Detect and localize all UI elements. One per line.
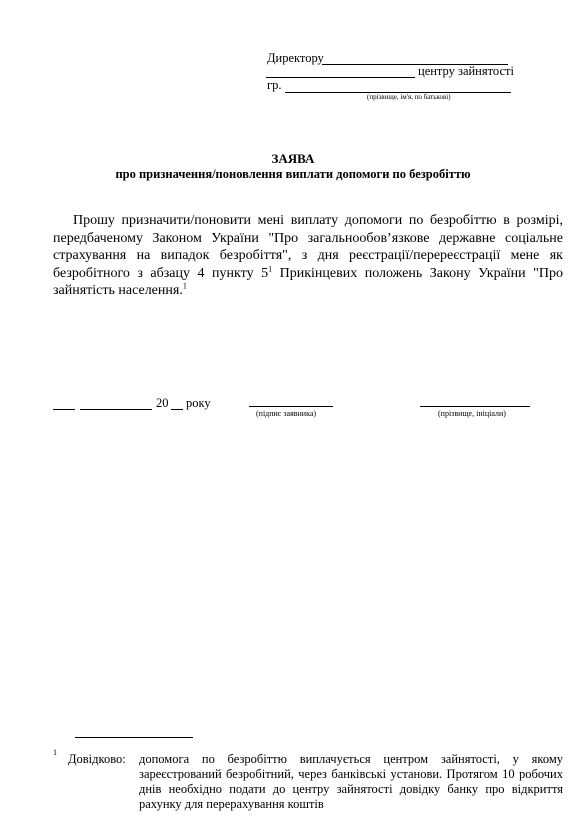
signature-hint: (підпис заявника) xyxy=(256,409,317,418)
footnote-text: допомога по безробіттю виплачується центром зайнятості, у якому зареєстрований безробітний, через банківські установи. Протягом 10 робочих днів необхідно подати до центру зайнятості довідку банку про відкриття рахунку для перерахування коштів xyxy=(139,752,563,811)
document-title: ЗАЯВА xyxy=(271,151,315,166)
footnote-ref-2: 1 xyxy=(182,281,187,291)
day-line xyxy=(53,409,75,410)
center-name-line xyxy=(266,77,415,78)
year-prefix: 20 xyxy=(156,396,169,410)
year-line xyxy=(171,409,183,410)
month-line xyxy=(80,409,152,410)
name-initials-hint: (прізвище, ініціали) xyxy=(438,409,506,418)
footnote-number: 1 xyxy=(53,748,57,757)
footnote-separator xyxy=(75,737,193,738)
request-paragraph xyxy=(53,212,563,300)
name-initials-line xyxy=(420,406,530,407)
citizen-name-hint: (прізвище, ім'я, по батькові) xyxy=(367,93,451,101)
footnote-label: Довідково: xyxy=(68,752,126,766)
signature-line xyxy=(249,406,333,407)
center-label: центру зайнятості xyxy=(418,64,514,78)
document-subtitle: про призначення/поновлення виплати допомоги по безробіттю xyxy=(115,167,471,181)
request-text-tail: Прикінцевих положень Закону України "Про зайнятість населення. xyxy=(53,265,563,298)
citizen-label: гр. xyxy=(267,78,282,92)
year-suffix: року xyxy=(186,396,211,410)
director-label: Директору xyxy=(267,51,324,65)
footnote-ref-1: 1 xyxy=(268,263,273,273)
request-text: Прошу призначити/поновити мені виплату допомоги по безробіттю в розмірі, передбаченому Законом України "Про загальнообов’язкове державне соціальне страхування на випадок безробіття", з дня реєстрації/перереєстрації мене як безробітного з абзацу 4 пункту 5 xyxy=(53,213,563,281)
